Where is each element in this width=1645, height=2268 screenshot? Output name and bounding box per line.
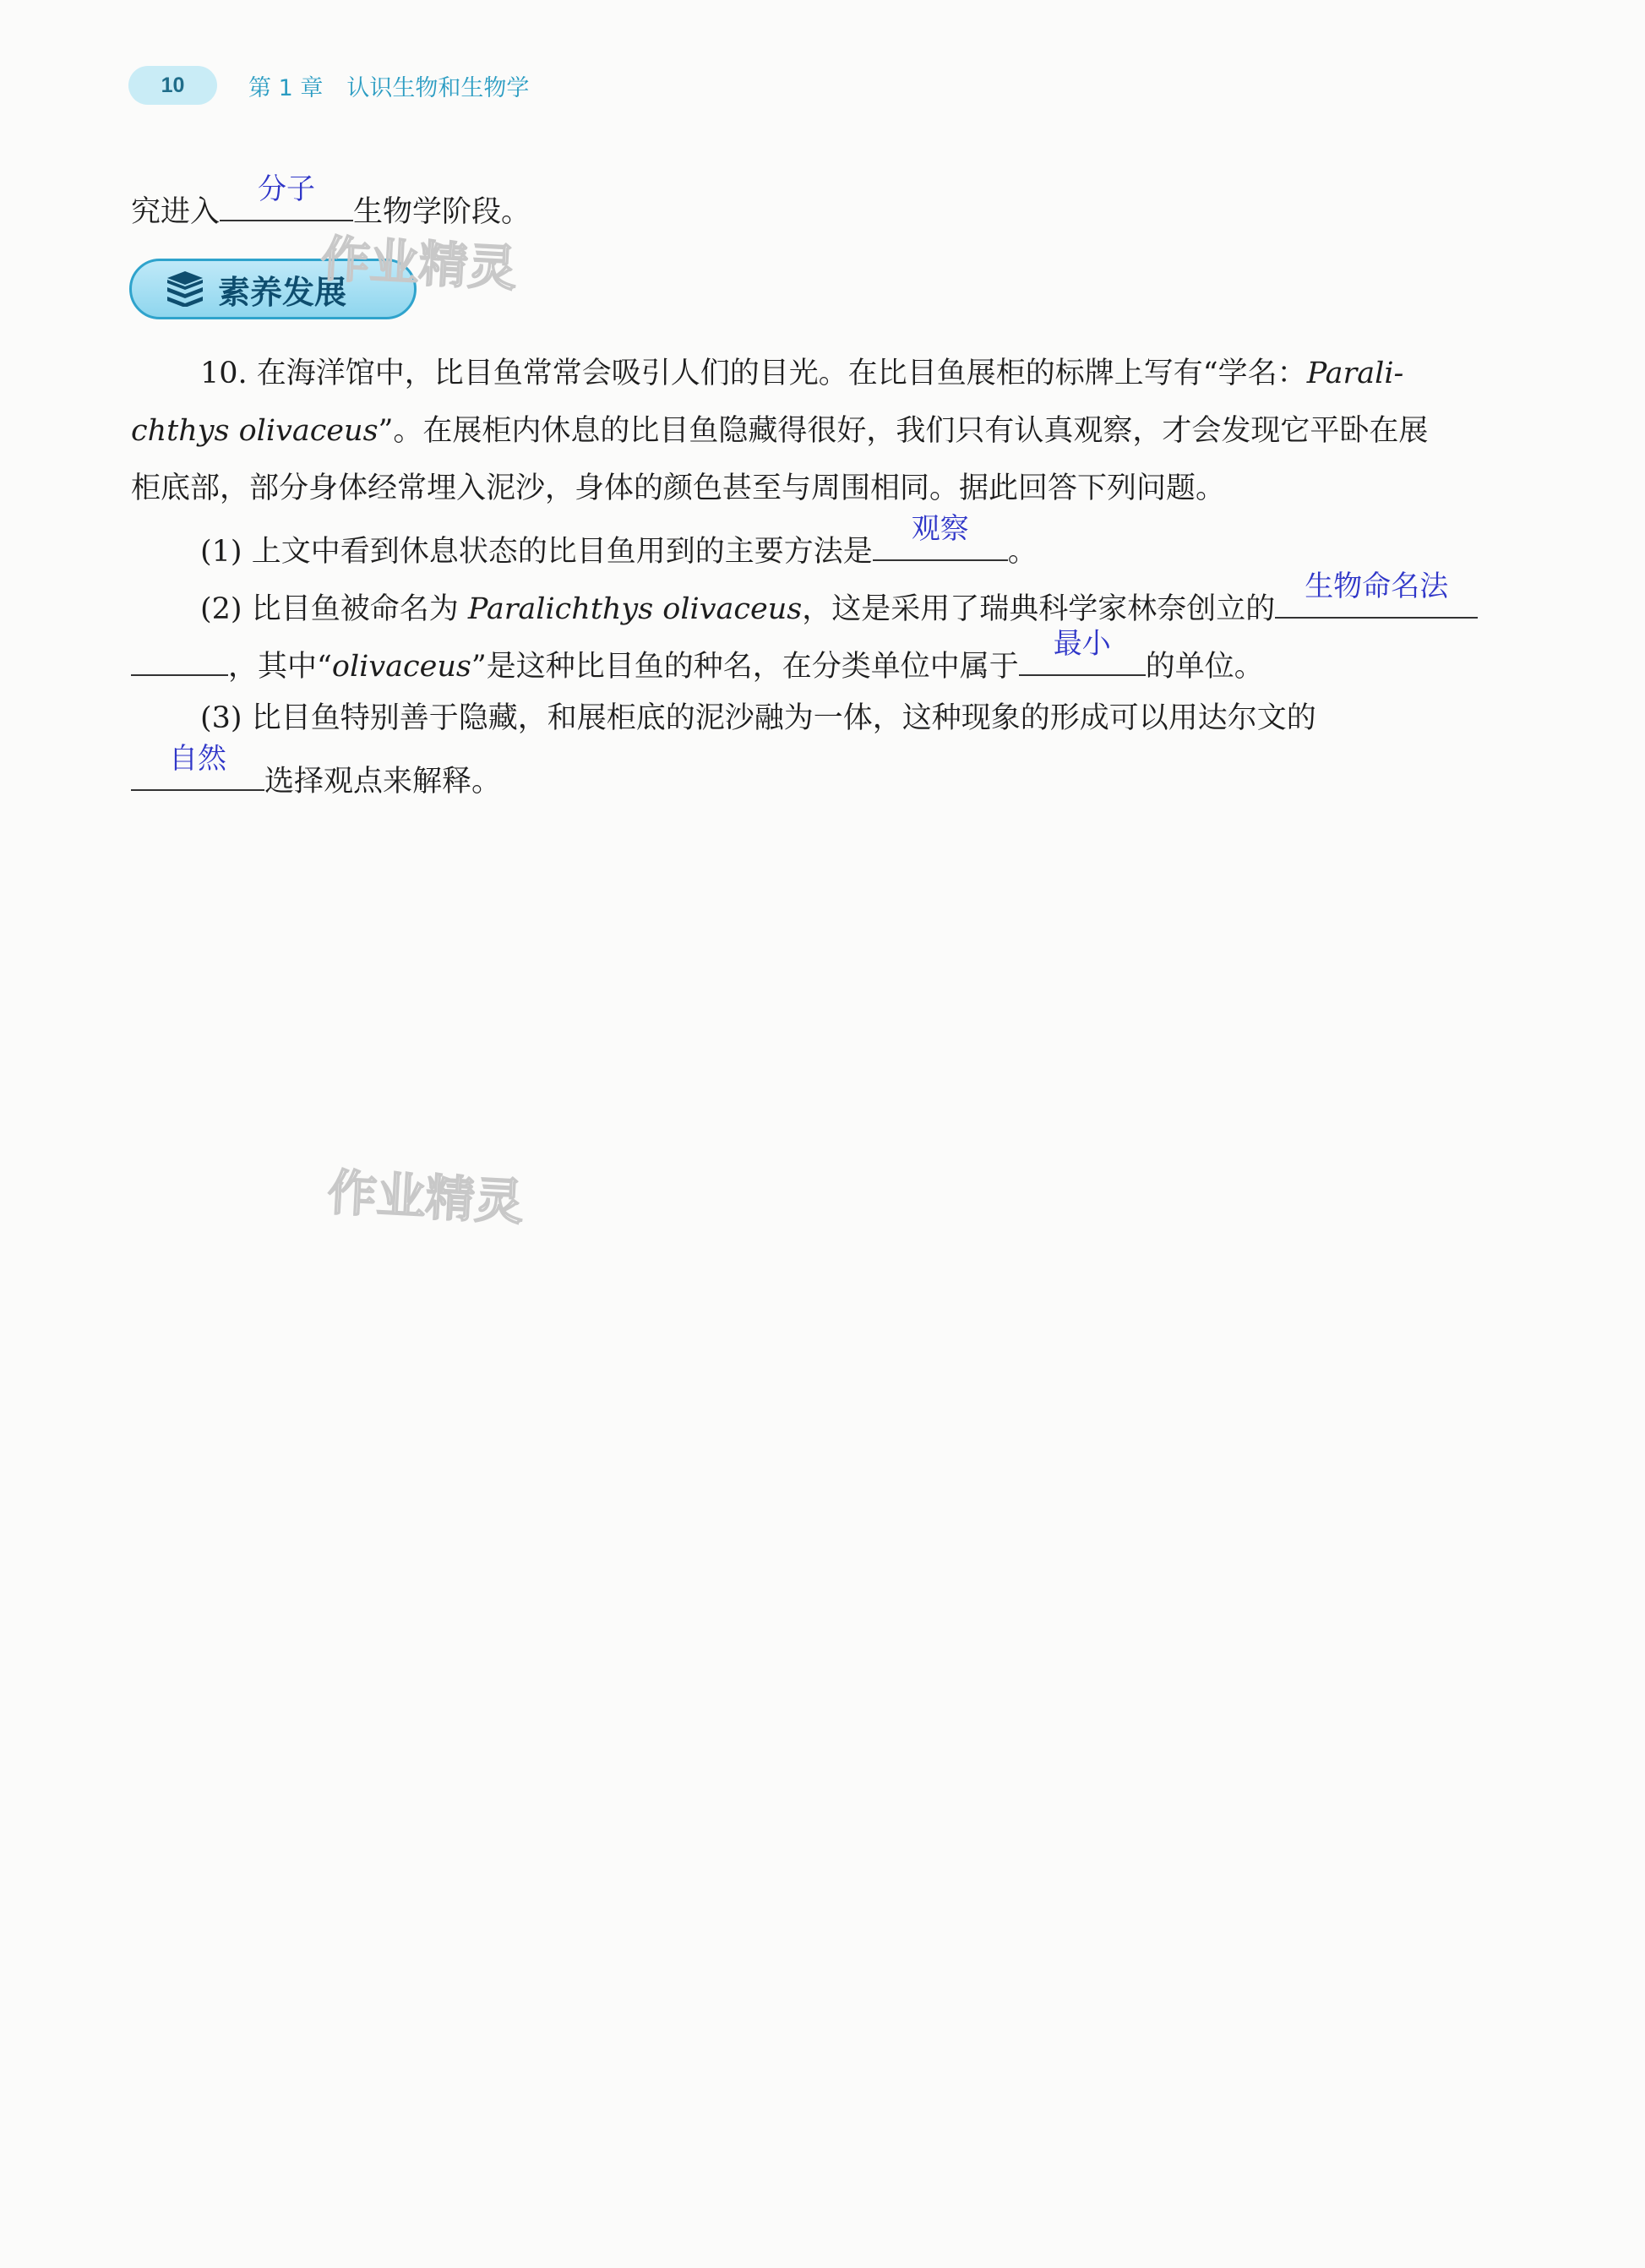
intro-prefix: 究进入 [131, 195, 221, 229]
answer-blank [131, 742, 264, 791]
question-text: 柜底部，部分身体经常埋入泥沙，身体的颜色甚至与周围相同。据此回答下列问题。 [131, 472, 1226, 505]
scientific-name: Paralichthys olivaceus [467, 592, 803, 626]
chapter-number: 第 1 章 [248, 75, 324, 101]
question-text: (2) 比目鱼被命名为 [200, 592, 468, 626]
question-text: 。 [1007, 535, 1038, 569]
chapter-header [248, 69, 529, 102]
sub-question-2-cont [131, 627, 1264, 685]
question-text: ，其中“ [228, 650, 332, 684]
handwritten-answer: 最小 [1053, 627, 1111, 661]
question-text: 的单位。 [1145, 650, 1264, 684]
question-text: ，这是采用了瑞典科学家林奈创立的 [802, 592, 1276, 626]
handwritten-answer: 自然 [169, 742, 226, 776]
question-text: ”是这种比目鱼的种名，在分类单位中属于 [471, 650, 1019, 684]
sub-question-1 [200, 512, 1038, 570]
handwritten-answer: 生物命名法 [1305, 570, 1449, 603]
watermark: 作业精灵 [319, 229, 519, 298]
page-number: 10 [161, 73, 185, 97]
chapter-title: 认识生物和生物学 [346, 75, 530, 101]
scientific-name-part: chthys olivaceus [131, 414, 379, 448]
sub-question-3-cont [131, 742, 502, 800]
answer-blank [873, 512, 1008, 561]
sub-question-3 [200, 700, 1316, 737]
watermark: 作业精灵 [326, 1163, 526, 1232]
page-number-badge [128, 66, 217, 105]
stacked-books-icon [164, 271, 206, 307]
question-line-1 [200, 355, 1403, 392]
answer-blank-cont [131, 642, 228, 676]
question-line-3 [131, 470, 1225, 507]
handwritten-answer: 观察 [911, 512, 969, 546]
question-text: (3) 比目鱼特别善于隐藏，和展柜底的泥沙融为一体，这种现象的形成可以用达尔文的 [200, 701, 1316, 735]
section-title: 素养发展 [218, 273, 347, 311]
species-name: olivaceus [331, 650, 471, 684]
question-text: ”。在展柜内休息的比目鱼隐藏得很好，我们只有认真观察，才会发现它平卧在展 [378, 414, 1429, 448]
answer-blank [220, 172, 353, 221]
question-text: (1) 上文中看到休息状态的比目鱼用到的主要方法是 [200, 535, 873, 569]
intro-suffix: 生物学阶段。 [353, 195, 531, 229]
answer-blank [1019, 627, 1146, 676]
answer-blank [1275, 570, 1478, 619]
handwritten-answer: 分子 [258, 172, 316, 206]
question-text: 选择观点来解释。 [264, 765, 502, 799]
scientific-name-part: Parali- [1306, 357, 1404, 390]
question-line-2 [131, 412, 1428, 450]
question-text: 10. 在海洋馆中，比目鱼常常会吸引人们的目光。在比目鱼展柜的标牌上写有“学名： [200, 357, 1307, 390]
sub-question-2 [200, 570, 1478, 628]
